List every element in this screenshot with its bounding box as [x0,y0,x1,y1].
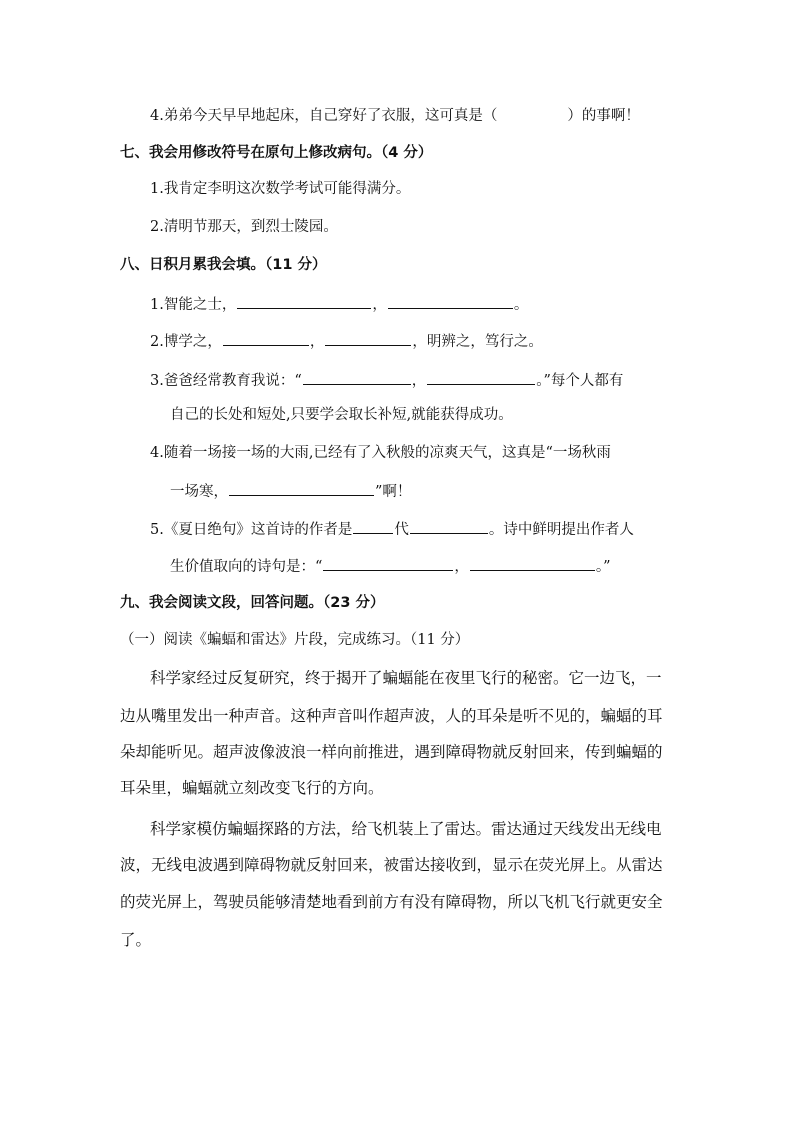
blank-line[interactable] [353,518,393,534]
item-2-lead: 2.博学之， [150,334,222,350]
blank-line[interactable] [388,293,513,309]
item-5-cont-end: 。” [595,559,611,575]
item-5-dynasty: 代 [394,522,409,538]
passage-line: 科学家经过反复研究，终于揭开了蝙蝠能在夜里飞行的秘密。它一边飞，一 [150,669,662,687]
passage-line: 的荧光屏上，驾驶员能够清楚地看到前方有没有障碍物，所以飞机飞行就更安全 [120,893,663,911]
section-8-item-5-cont [170,555,611,577]
item-1-end: 。 [513,297,529,313]
blank-line[interactable] [410,518,488,534]
section-8-heading: 八、日积月累我会填。（11 分） [120,257,327,273]
item-1-lead: 1.智能之士， [150,297,237,313]
passage-line: 朵却能听见。超声波像波浪一样向前推进，遇到障碍物就反射回来，传到蝙蝠的 [120,743,663,761]
blank-line[interactable] [229,480,374,496]
passage-line: 了。 [120,931,152,949]
blank-line[interactable] [237,293,371,309]
item-3-lead: 3.爸爸经常教育我说：“ [150,373,302,389]
section-8-item-3 [150,369,623,391]
q6-item-4 [150,106,640,126]
section-7-item-1: 1.我肯定李明这次数学考试可能得满分。 [150,181,411,197]
item-3-end: 。”每个人都有 [536,373,624,389]
blank-line[interactable] [325,330,411,346]
passage-line: 耳朵里，蝙蝠就立刻改变飞行的方向。 [120,779,384,797]
item-4-lead: 一场寒， [170,484,228,500]
item-5-cont-lead: 生价值取向的诗句是：“ [170,559,323,575]
section-8-item-4-cont [170,480,411,502]
section-9-heading: 九、我会阅读文段，回答问题。（23 分） [120,595,385,611]
section-7-item-2: 2.清明节那天，到烈士陵园。 [150,219,338,235]
blank-line[interactable] [323,555,453,571]
item-2-end: ，明辨之，笃行之。 [412,334,543,350]
section-8-item-4: 4.随着一场接一场的大雨,已经有了入秋般的凉爽天气，这真是“一场秋雨 [150,445,611,461]
item-5-lead: 5.《夏日绝句》这首诗的作者是 [150,522,353,538]
blank-line[interactable] [303,369,411,385]
item-5-end: 。诗中鲜明提出作者人 [488,522,634,538]
item-4-end: ”啊！ [375,484,412,500]
blank-line[interactable] [470,555,595,571]
passage-line: 科学家模仿蝙蝠探路的方法，给飞机装上了雷达。雷达通过天线发出无线电 [150,820,662,838]
section-8-item-3-cont: 自己的长处和短处,只要学会取长补短,就能获得成功。 [170,407,513,423]
passage-line: 波，无线电波遇到障碍物就反射回来，被雷达接收到，显示在荧光屏上。从雷达 [120,856,663,874]
blank-line[interactable] [427,369,535,385]
item-5-comma: ， [454,559,469,575]
item-2-comma: ， [309,334,325,350]
section-8-item-5 [150,518,634,540]
section-9-sub-1: （一）阅读《蝙蝠和雷达》片段，完成练习。（11 分） [120,632,470,648]
item-3-comma: ， [411,373,427,389]
blank-line[interactable] [223,330,309,346]
section-8-item-2 [150,330,543,352]
section-8-item-1 [150,293,528,315]
item-1-comma: ， [372,297,387,313]
q6-item-4-text: 4.弟弟今天早早地起床，自己穿好了衣服，这可真是（ [150,108,498,124]
q6-item-4-end: ）的事啊！ [567,108,640,124]
passage-line: 边从嘴里发出一种声音。这种声音叫作超声波，人的耳朵是听不见的，蝙蝠的耳 [120,707,663,725]
section-7-heading: 七、我会用修改符号在原句上修改病句。（4 分） [120,145,433,161]
